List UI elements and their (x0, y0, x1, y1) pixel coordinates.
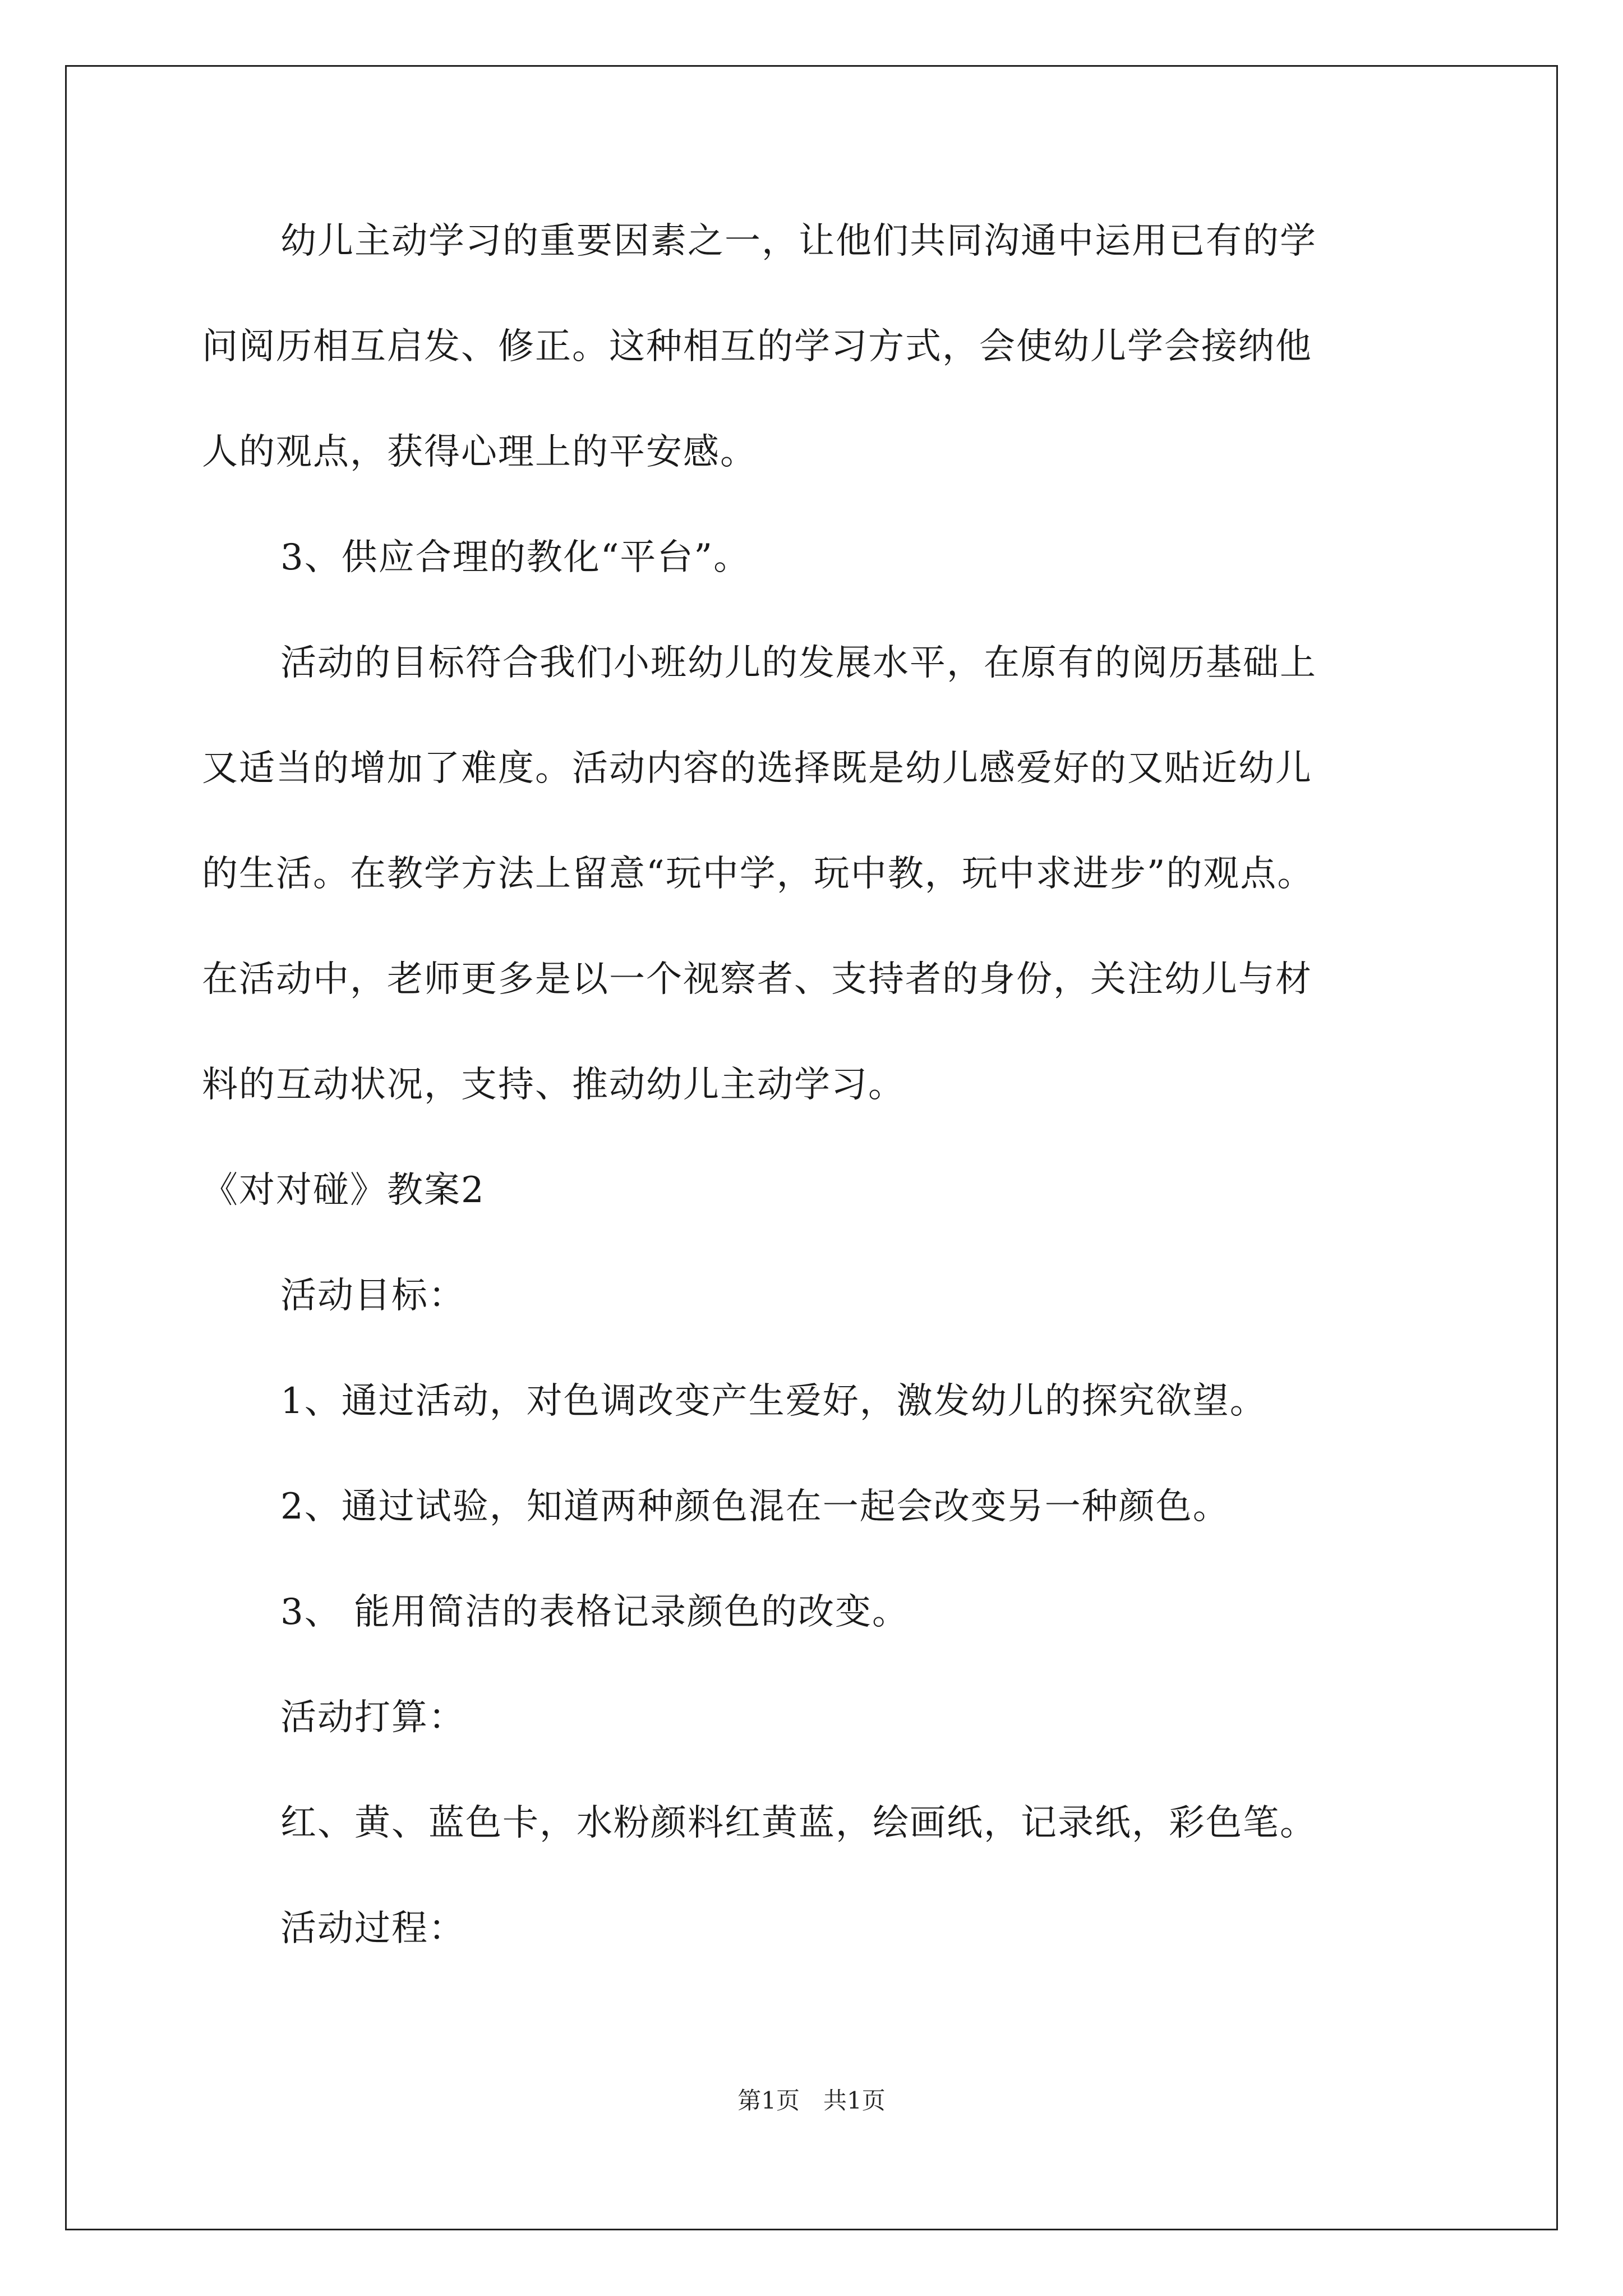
list-item: 3、供应合理的教化“平台”。 (280, 537, 751, 578)
section-title: 《对对碰》教案2 (202, 1170, 485, 1211)
section-heading: 活动打算： (280, 1697, 465, 1738)
paragraph-line: 活动的目标符合我们小班幼儿的发展水平，在原有的阅历基础上 (280, 642, 1317, 684)
paragraph-line: 在活动中，老师更多是以一个视察者、支持者的身份，关注幼儿与材 (202, 959, 1312, 1000)
list-item: 3、 能用简洁的表格记录颜色的改变。 (280, 1591, 910, 1633)
paragraph-line: 幼儿主动学习的重要因素之一，让他们共同沟通中运用已有的学 (280, 220, 1317, 262)
paragraph-line: 问阅历相互启发、修正。这种相互的学习方式，会使幼儿学会接纳他 (202, 326, 1312, 367)
paragraph-line: 的生活。在教学方法上留意“玩中学，玩中教，玩中求进步”的观点。 (202, 853, 1315, 895)
paragraph-line: 红、黄、蓝色卡，水粉颜料红黄蓝，绘画纸，记录纸，彩色笔。 (280, 1802, 1317, 1844)
section-heading: 活动过程： (280, 1908, 465, 1949)
paragraph-line: 人的观点，获得心理上的平安感。 (202, 431, 757, 473)
paragraph-line: 料的互动状况，支持、推动幼儿主动学习。 (202, 1064, 905, 1106)
page-border (65, 65, 1558, 2230)
page-number: 第1页 共1页 (737, 2087, 886, 2114)
section-heading: 活动目标： (280, 1275, 465, 1317)
list-item: 2、通过试验，知道两种颜色混在一起会改变另一种颜色。 (280, 1486, 1230, 1527)
list-item: 1、通过活动，对色调改变产生爱好，激发幼儿的探究欲望。 (280, 1381, 1267, 1422)
paragraph-line: 又适当的增加了难度。活动内容的选择既是幼儿感爱好的又贴近幼儿 (202, 748, 1312, 789)
